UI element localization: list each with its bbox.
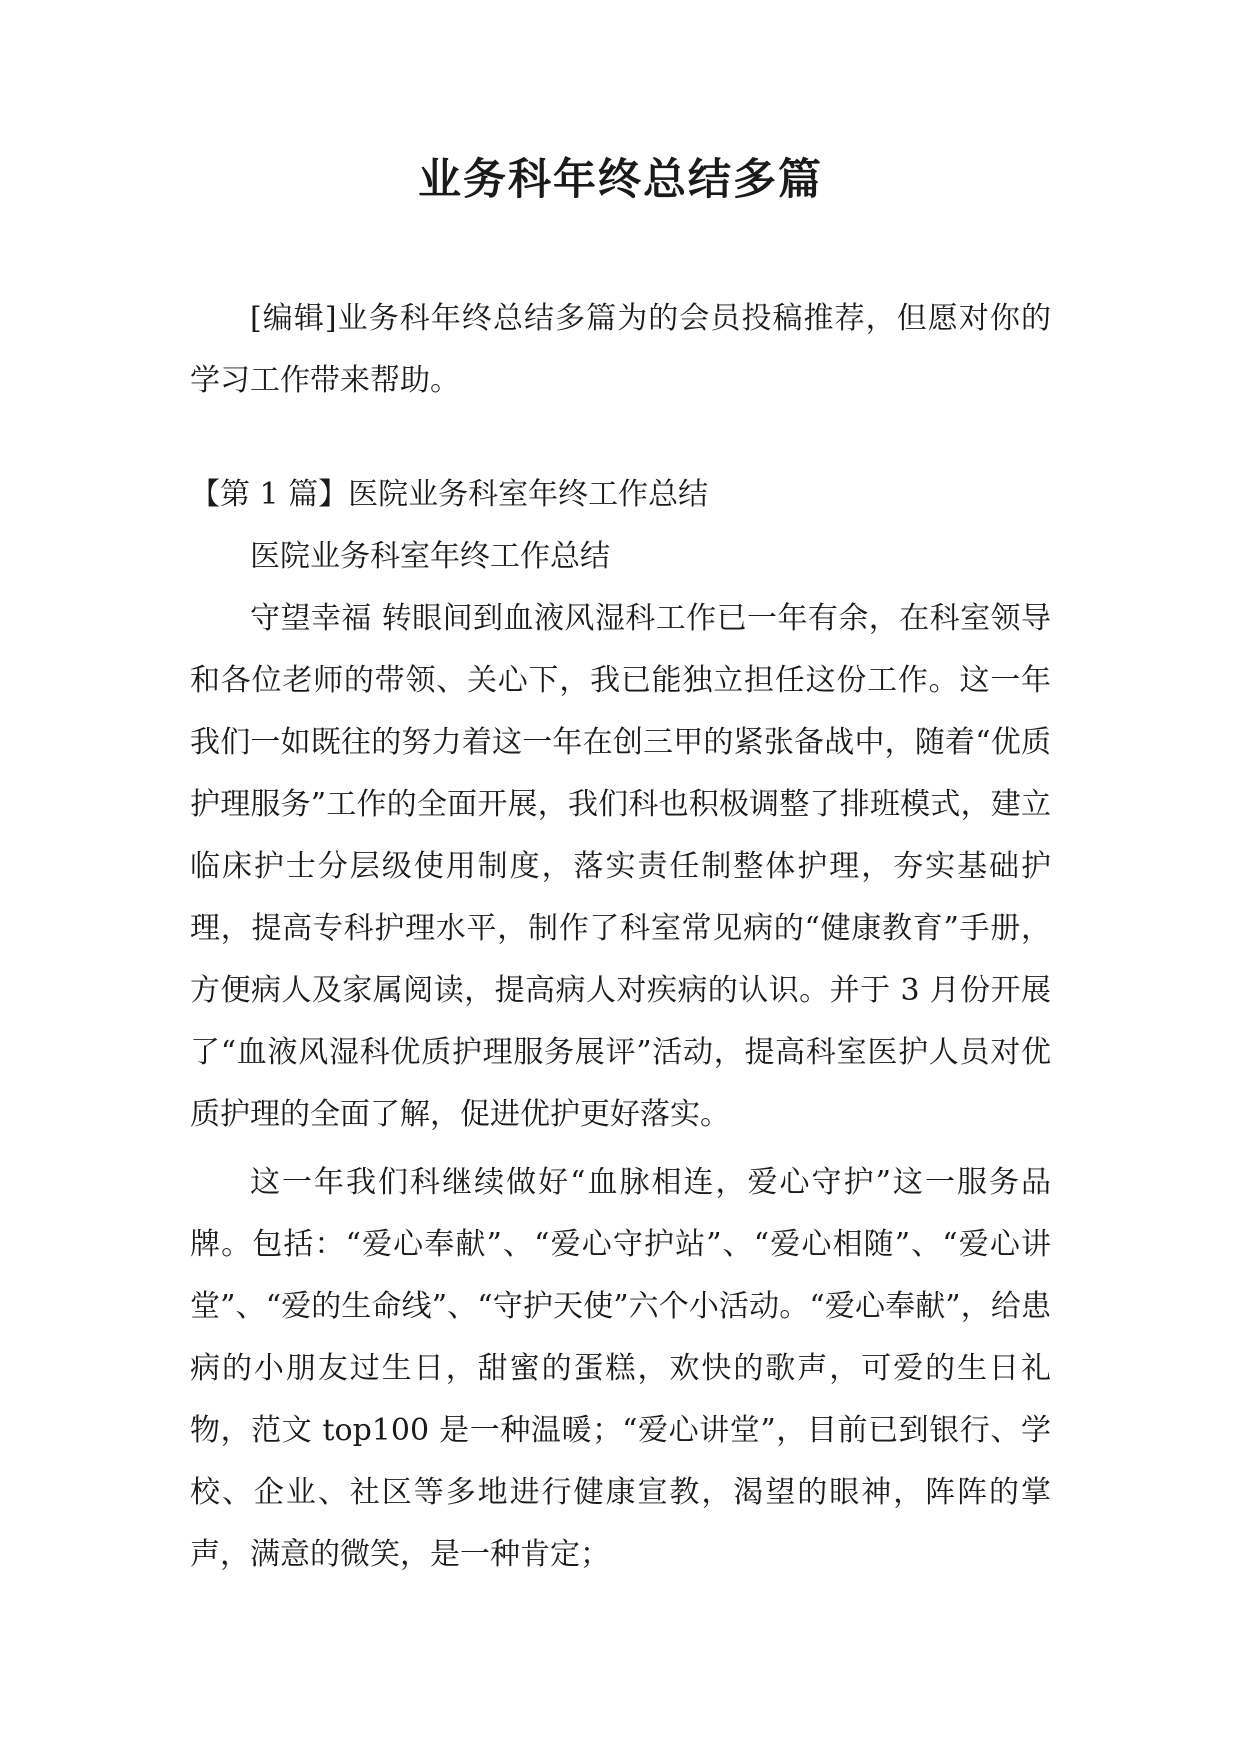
body-paragraph-1: 守望幸福 转眼间到血液风湿科工作已一年有余，在科室领导和各位老师的带领、关心下，我已能独立担任这份工作。这一年我们一如既往的努力着这一年在创三甲的紧张备战中，随着“优质护理服务”工作的全面开展，我们科也积极调整了排班模式，建立临床护士分层级使用制度，落实责任制整体护理，夯实基础护理，提高专科护理水平，制作了科室常见病的“健康教育”手册，方便病人及家属阅读，提高病人对疾病的认识。并于 3 月份开展了“血液风湿科优质护理服务展评”活动，提高科室医护人员对优质护理的全面了解，促进优护更好落实。 [190, 601, 1051, 1132]
section-heading: 【第 1 篇】医院业务科室年终工作总结 [190, 477, 709, 512]
section-subtitle: 医院业务科室年终工作总结 [250, 539, 610, 574]
intro-paragraph: [编辑]业务科年终总结多篇为的会员投稿推荐，但愿对你的学习工作带来帮助。 [190, 301, 1051, 398]
document-title: 业务科年终总结多篇 [418, 155, 823, 205]
document-body [190, 288, 1051, 1586]
body-paragraph-2: 这一年我们科继续做好“血脉相连，爱心守护”这一服务品牌。包括：“爱心奉献”、“爱心守护站”、“爱心相随”、“爱心讲堂”、“爱的生命线”、“守护天使”六个小活动。“爱心奉献”，给患病的小朋友过生日，甜蜜的蛋糕，欢快的歌声，可爱的生日礼物，范文 top100 是一种温暖；“爱心讲堂”，目前已到银行、学校、企业、社区等多地进行健康宣教，渴望的眼神，阵阵的掌声，满意的微笑，是一种肯定； [190, 1165, 1051, 1572]
